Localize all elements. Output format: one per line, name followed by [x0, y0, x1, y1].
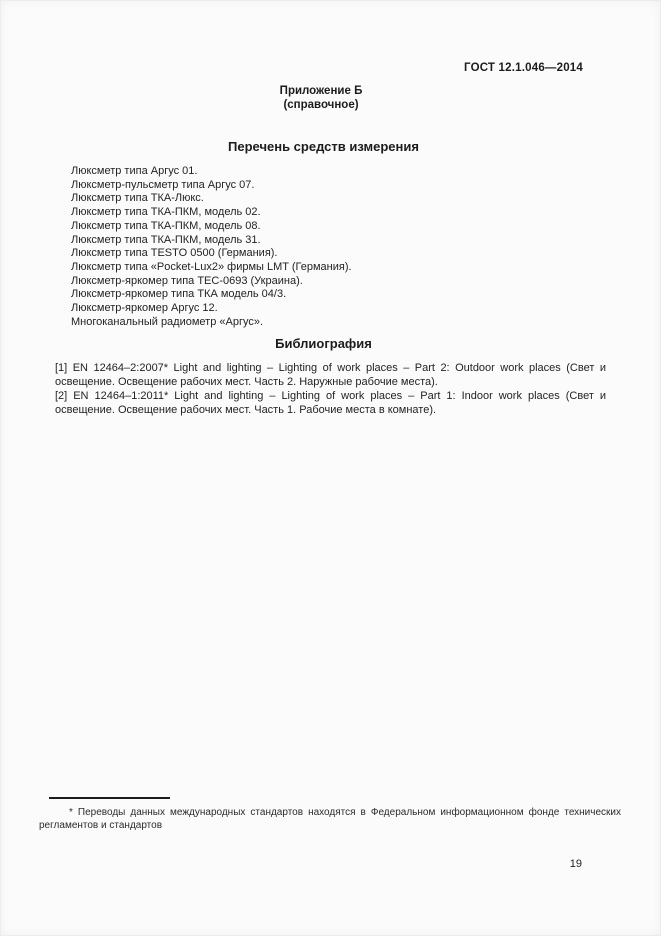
list-item: Люксметр-яркомер типа ТКА модель 04/3. — [71, 288, 287, 301]
list-item: Люксметр-яркомер типа ТЕС-0693 (Украина). — [71, 274, 303, 287]
appendix-heading — [1, 85, 641, 112]
list-item: Люксметр типа «Pocket-Lux2» фирмы LMT (Германия). — [71, 260, 352, 273]
page-number: 19 — [569, 858, 582, 870]
list-item: Люксметр типа Аргус 01. — [71, 165, 198, 177]
appendix-title: Приложение Б — [279, 85, 363, 97]
bibliography-entry: [1] EN 12464–2:2007* Light and lighting – Lighting of work places – Part 2: Outdoor work places (Свет и освещение. Освещение рабочих мест. Часть 2. Наружные рабочие места). — [55, 362, 606, 388]
section-title-bibliography: Библиография — [275, 336, 372, 351]
bibliography-list — [55, 361, 606, 417]
list-item: Люксметр типа ТКА-ПКМ, модель 02. — [71, 206, 261, 219]
appendix-subtitle: (справочное) — [283, 98, 359, 111]
list-item: Люксметр-яркомер Аргус 12. — [71, 302, 218, 315]
measurement-list — [71, 165, 352, 329]
list-item: Многоканальный радиометр «Аргус». — [71, 315, 264, 328]
section-title-measurements: Перечень средств измерения — [228, 139, 419, 154]
footnote-separator — [49, 797, 170, 799]
list-item: Люксметр типа TESTO 0500 (Германия). — [71, 247, 278, 260]
list-item: Люксметр типа ТКА-ПКМ, модель 08. — [71, 219, 261, 232]
list-item: Люксметр типа ТКА-ПКМ, модель 31. — [71, 233, 261, 246]
standard-reference: ГОСТ 12.1.046—2014 — [464, 62, 583, 74]
list-item: Люксметр типа ТКА-Люкс. — [71, 192, 204, 205]
list-item: Люксметр-пульсметр типа Аргус 07. — [71, 178, 255, 191]
footnote-text: * Переводы данных международных стандартов находятся в Федеральном информационном фонде технических регламентов и стандартов — [39, 807, 621, 831]
bibliography-entry: [2] EN 12464–1:2011* Light and lighting – Lighting of work places – Part 1: Indoor work places (Свет и освещение. Освещение рабочих мест. Часть 1. Рабочие места в комнате). — [55, 390, 606, 416]
